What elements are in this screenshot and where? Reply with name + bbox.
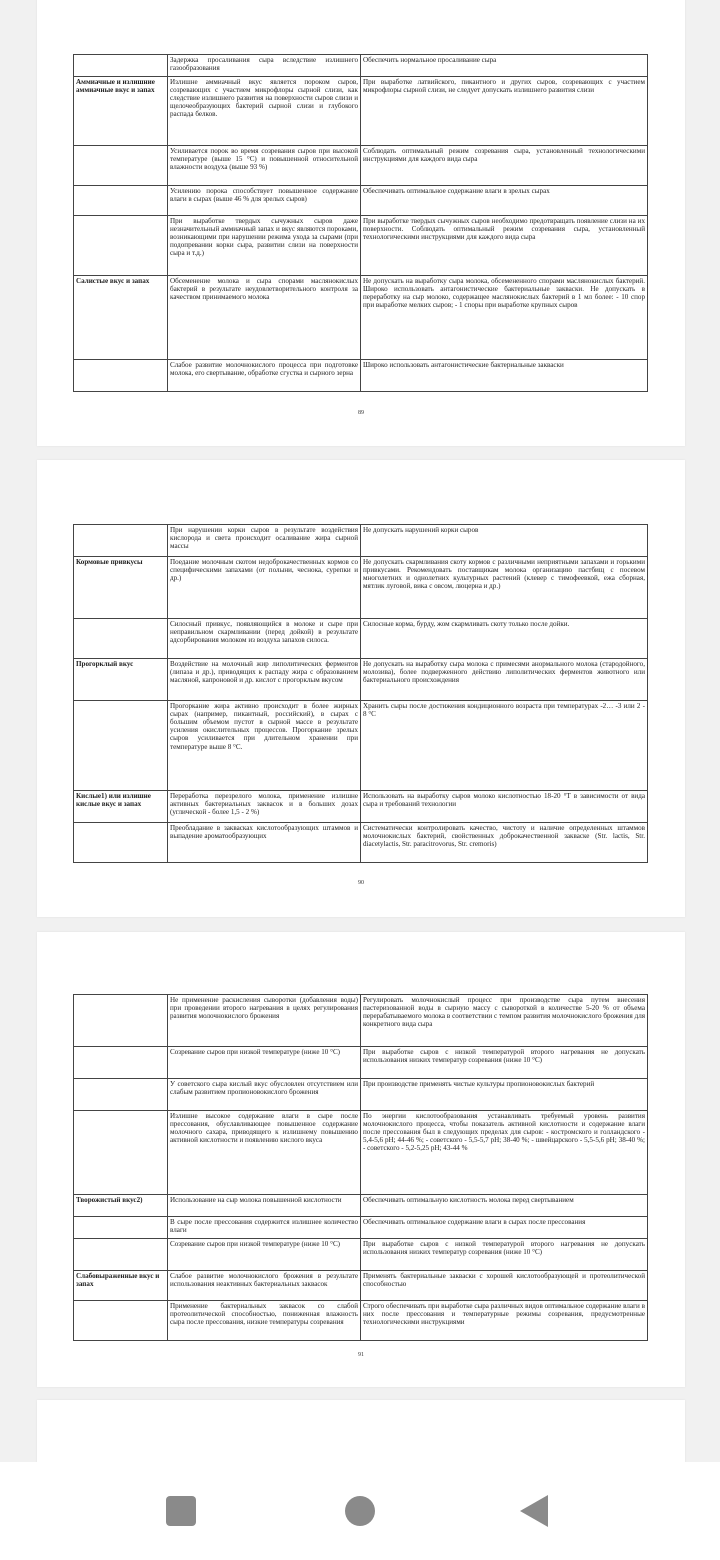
table-row bbox=[74, 216, 648, 276]
table-row bbox=[74, 525, 648, 557]
table-row bbox=[74, 1079, 648, 1111]
cause-cell: Усиливается порок во время созревания сыров при высокой температуре (выше 15 °С) и повышенной относительной влажности воздуха (выше 93 %) bbox=[168, 146, 361, 186]
remedy-cell: Хранить сыры после достижения кондиционного возраста при температурах -2… -3 или 2 - 8 °С bbox=[361, 701, 648, 791]
page-number: 89 bbox=[358, 410, 364, 416]
remedy-cell: Обеспечивать оптимальную кислотность молока перед свертыванием bbox=[361, 1195, 648, 1217]
remedy-cell: Широко использовать антагонистические бактериальные закваски bbox=[361, 360, 648, 392]
cause-cell: Применение бактериальных заквасок со слабой протеолитической способностью, пониженная влажность сыра после прессования, низкие температуры созревания bbox=[168, 1301, 361, 1341]
table-row bbox=[74, 619, 648, 659]
defect-cell bbox=[74, 216, 168, 276]
remedy-cell: При выработке сыров с низкой температурой второго нагревания не допускать использования низких температур созревания (ниже 10 °С) bbox=[361, 1239, 648, 1271]
remedy-cell: По энергии кислотообразования устанавливать требуемый уровень развития молочнокислого процесса, чтобы показатель активной кислотности и содержание влаги после прессования был в следующих пределах для сыров: - костромского и голландского - 5,4-5,6 pH; 44-46 %; - советского - 5,5-5,7 pH; 38-40 %; - швейцарского - 5,5-5,6 pH; 38-40 %; - советского - 5,2-5,25 pH; 43-44 % bbox=[361, 1111, 648, 1195]
defect-cell bbox=[74, 1301, 168, 1341]
cause-cell: Слабое развитие молочнокислого брожения в результате использования неактивных бактериальных заквасок bbox=[168, 1271, 361, 1301]
table-row bbox=[74, 360, 648, 392]
cause-cell: Воздействие на молочный жир липолитических ферментов (липаза и др.), приводящих к распаду жира с образованием масляной, капроновой и др. кислот с прогорклым вкусом bbox=[168, 659, 361, 701]
page-number: 91 bbox=[358, 1352, 364, 1358]
defect-cell bbox=[74, 701, 168, 791]
page-number: 90 bbox=[358, 880, 364, 886]
cause-cell: Использование на сыр молока повышенной кислотности bbox=[168, 1195, 361, 1217]
defect-cell bbox=[74, 619, 168, 659]
defect-cell: Салистые вкус и запах bbox=[74, 276, 168, 360]
cause-cell: Прогоркание жира активно происходит в более жирных сырах (например, пикантный, российский), в сырах с большим объемом пустот в сырной массе в результате усиления окислительных процессов. Прогоркание зрелых сыров усиливается при длительном хранении при температуре выше 8 °С. bbox=[168, 701, 361, 791]
defect-cell bbox=[74, 1239, 168, 1271]
cause-cell: Излишне высокое содержание влаги в сыре после прессования, обуславливающее повышенное содержание молочного сахара, приводящего к излишнему повышению активной кислотности и появлению кислого вкуса bbox=[168, 1111, 361, 1195]
cause-cell: Переработка перезрелого молока, применение излишне активных бактериальных заквасок и в больших дозах (углической - более 1,5 - 2 %) bbox=[168, 791, 361, 823]
remedy-cell: При выработке сыров с низкой температурой второго нагревания не допускать использования низких температур созревания (ниже 10 °С) bbox=[361, 1047, 648, 1079]
page-91 bbox=[37, 932, 685, 1387]
remedy-cell: Не допускать нарушений корки сыров bbox=[361, 525, 648, 557]
defects-table bbox=[73, 994, 648, 1341]
table-row bbox=[74, 659, 648, 701]
table-row bbox=[74, 1195, 648, 1217]
defect-cell bbox=[74, 1047, 168, 1079]
table-row bbox=[74, 146, 648, 186]
defect-cell: Кислые1) или излишне кислые вкус и запах bbox=[74, 791, 168, 823]
remedy-cell: Не допускать на выработку сыра молока с примесями анормального молока (стародойного, молозива), более подверженного действию липолитических ферментов животного или бактериального происхождения bbox=[361, 659, 648, 701]
cause-cell: У советского сыра кислый вкус обусловлен отсутствием или слабым развитием пропионовокислого брожения bbox=[168, 1079, 361, 1111]
table-row bbox=[74, 557, 648, 619]
home-circle-icon[interactable] bbox=[345, 1496, 375, 1526]
table-row bbox=[74, 1271, 648, 1301]
defect-cell: Творожистый вкус2) bbox=[74, 1195, 168, 1217]
table-row bbox=[74, 701, 648, 791]
cause-cell: В сыре после прессования содержится излишнее количество влаги bbox=[168, 1217, 361, 1239]
cause-cell: Обсеменение молока и сыра спорами маслянокислых бактерий в результате неудовлетворительного контроля за качеством принимаемого молока bbox=[168, 276, 361, 360]
remedy-cell: Регулировать молочнокислый процесс при производстве сыра путем внесения пастеризованной воды в сырную массу с сывороткой в количестве 5-20 % от объема перерабатываемого молока в соответствии с темпом развития молочнокислого брожения для конкретного вида сыра bbox=[361, 995, 648, 1047]
remedy-cell: При выработке латвийского, пикантного и других сыров, созревающих с участием микрофлоры сырной слизи, не следует допускать излишнего развития слизи bbox=[361, 77, 648, 146]
remedy-cell: Не допускать на выработку сыра молока, обсемененного спорами маслянокислых бактерий. Широко использовать антагонистические бактериальные закваски. Не допускать в переработку на сыр молоко, содержащее маслянокислых бактерий в 1 мл более: - 10 спор при выработке мелких сыров; - 1 споры при выработке крупных сыров bbox=[361, 276, 648, 360]
cause-cell: Слабое развитие молочнокислого процесса при подготовке молока, его свертывание, обработке сгустка и сырного зерна bbox=[168, 360, 361, 392]
remedy-cell: Использовать на выработку сыров молоко кислотностью 18-20 °Т в зависимости от вида сыра и требований технологии bbox=[361, 791, 648, 823]
cause-cell: Созревание сыров при низкой температуре (ниже 10 °С) bbox=[168, 1239, 361, 1271]
cause-cell: Поедание молочным скотом недоброкачественных кормов со специфическими запахами (от полыни, чеснока, сурепки и др.) bbox=[168, 557, 361, 619]
defect-cell: Аммиачные и излишние аммиачные вкус и запах bbox=[74, 77, 168, 146]
defect-cell bbox=[74, 186, 168, 216]
remedy-cell: При выработке твердых сычужных сыров необходимо предотвращать появление слизи на их поверхности. Соблюдать оптимальный режим созревания сыра, установленный технологическими инструкциями для каждого вида сыра bbox=[361, 216, 648, 276]
remedy-cell: Обеспечить нормальное просаливание сыра bbox=[361, 55, 648, 77]
table-row bbox=[74, 823, 648, 863]
cause-cell: Задержка просаливания сыра вследствие излишнего газообразования bbox=[168, 55, 361, 77]
cause-cell: Усилению порока способствует повышенное содержание влаги в сырах (выше 46 % для зрелых сыров) bbox=[168, 186, 361, 216]
remedy-cell: Строго обеспечивать при выработке сыра различных видов оптимальное содержание влаги в них после прессования и температурные режимы созревания, предусмотренные технологическими инструкциями bbox=[361, 1301, 648, 1341]
table-row bbox=[74, 55, 648, 77]
remedy-cell: Силосные корма, бурду, жом скармливать скоту только после дойки. bbox=[361, 619, 648, 659]
cause-cell: При выработке твердых сычужных сыров даже незначительный аммиачный запах и вкус являются пороками, возникающими при нарушении режима ухода за сырами (при подопревании корки сыра, развитии слизи на поверхности сыра и т.д.) bbox=[168, 216, 361, 276]
cause-cell: Созревание сыров при низкой температуре (ниже 10 °С) bbox=[168, 1047, 361, 1079]
defect-cell bbox=[74, 360, 168, 392]
page-89 bbox=[37, 0, 685, 446]
recents-square-icon[interactable] bbox=[166, 1496, 196, 1526]
defect-cell: Слабовыраженные вкус и запах bbox=[74, 1271, 168, 1301]
defect-cell bbox=[74, 1217, 168, 1239]
table-row bbox=[74, 1217, 648, 1239]
table-row bbox=[74, 791, 648, 823]
cause-cell: Преобладание в заквасках кислотообразующих штаммов и выпадение ароматообразующих bbox=[168, 823, 361, 863]
table-row bbox=[74, 995, 648, 1047]
defect-cell bbox=[74, 1111, 168, 1195]
table-row bbox=[74, 1239, 648, 1271]
defect-cell bbox=[74, 823, 168, 863]
table-row bbox=[74, 1111, 648, 1195]
remedy-cell: Обеспечивать оптимальное содержание влаги в сырах после прессования bbox=[361, 1217, 648, 1239]
remedy-cell: Применять бактериальные закваски с хорошей кислотообразующей и протеолитической способностью bbox=[361, 1271, 648, 1301]
defect-cell bbox=[74, 525, 168, 557]
cause-cell: Силосный привкус, появляющийся в молоке и сыре при неправильном скармливании (перед дойкой) в результате адсорбирования молоком из воздуха запахов силоса. bbox=[168, 619, 361, 659]
defects-table bbox=[73, 54, 648, 392]
back-triangle-icon[interactable] bbox=[520, 1495, 548, 1527]
table-row bbox=[74, 1047, 648, 1079]
table-row bbox=[74, 186, 648, 216]
table-row bbox=[74, 1301, 648, 1341]
defects-table bbox=[73, 524, 648, 863]
defect-cell bbox=[74, 995, 168, 1047]
remedy-cell: Систематически контролировать качество, чистоту и наличие определенных штаммов молочнокислых бактерий, свойственных доброкачественной закваске (Str. lactis, Str. diacetylactis, Str. paracitrovorus, Str. cremoris) bbox=[361, 823, 648, 863]
remedy-cell: Обеспечивать оптимальное содержание влаги в зрелых сырах bbox=[361, 186, 648, 216]
remedy-cell: Не допускать скармливания скоту кормов с различными неприятными запахами и горькими привкусами. Рекомендовать поставщикам молока организацию пастбищ с посевом многолетних и однолетних культурных растений (клевер с тимофеевкой, ежа сборная, мятлик луговой, вика с овсом, люцерна и др.) bbox=[361, 557, 648, 619]
defect-cell bbox=[74, 146, 168, 186]
defect-cell bbox=[74, 55, 168, 77]
remedy-cell: При производстве применять чистые культуры пропионовокислых бактерий bbox=[361, 1079, 648, 1111]
defect-cell bbox=[74, 1079, 168, 1111]
defect-cell: Кормовые привкусы bbox=[74, 557, 168, 619]
cause-cell: Излишне аммиачный вкус является пороком сыров, созревающих с участием микрофлоры сырной слизи, как следствие излишнего развития на поверхности сыров слизи и щелочеобразующих бактерий сырной слизи и глубокого распада белков. bbox=[168, 77, 361, 146]
table-row bbox=[74, 276, 648, 360]
cause-cell: При нарушении корки сыров в результате воздействия кислорода и света происходит осаливание жира сырной массы bbox=[168, 525, 361, 557]
remedy-cell: Соблюдать оптимальный режим созревания сыра, установленный технологическими инструкциями для каждого вида сыра bbox=[361, 146, 648, 186]
defect-cell: Прогорклый вкус bbox=[74, 659, 168, 701]
page-90 bbox=[37, 460, 685, 917]
cause-cell: Не применение раскисления сыворотки (добавления воды) при проведении второго нагревания в целях регулирования развития молочнокислого брожения bbox=[168, 995, 361, 1047]
page-next bbox=[37, 1400, 685, 1462]
table-row bbox=[74, 77, 648, 146]
